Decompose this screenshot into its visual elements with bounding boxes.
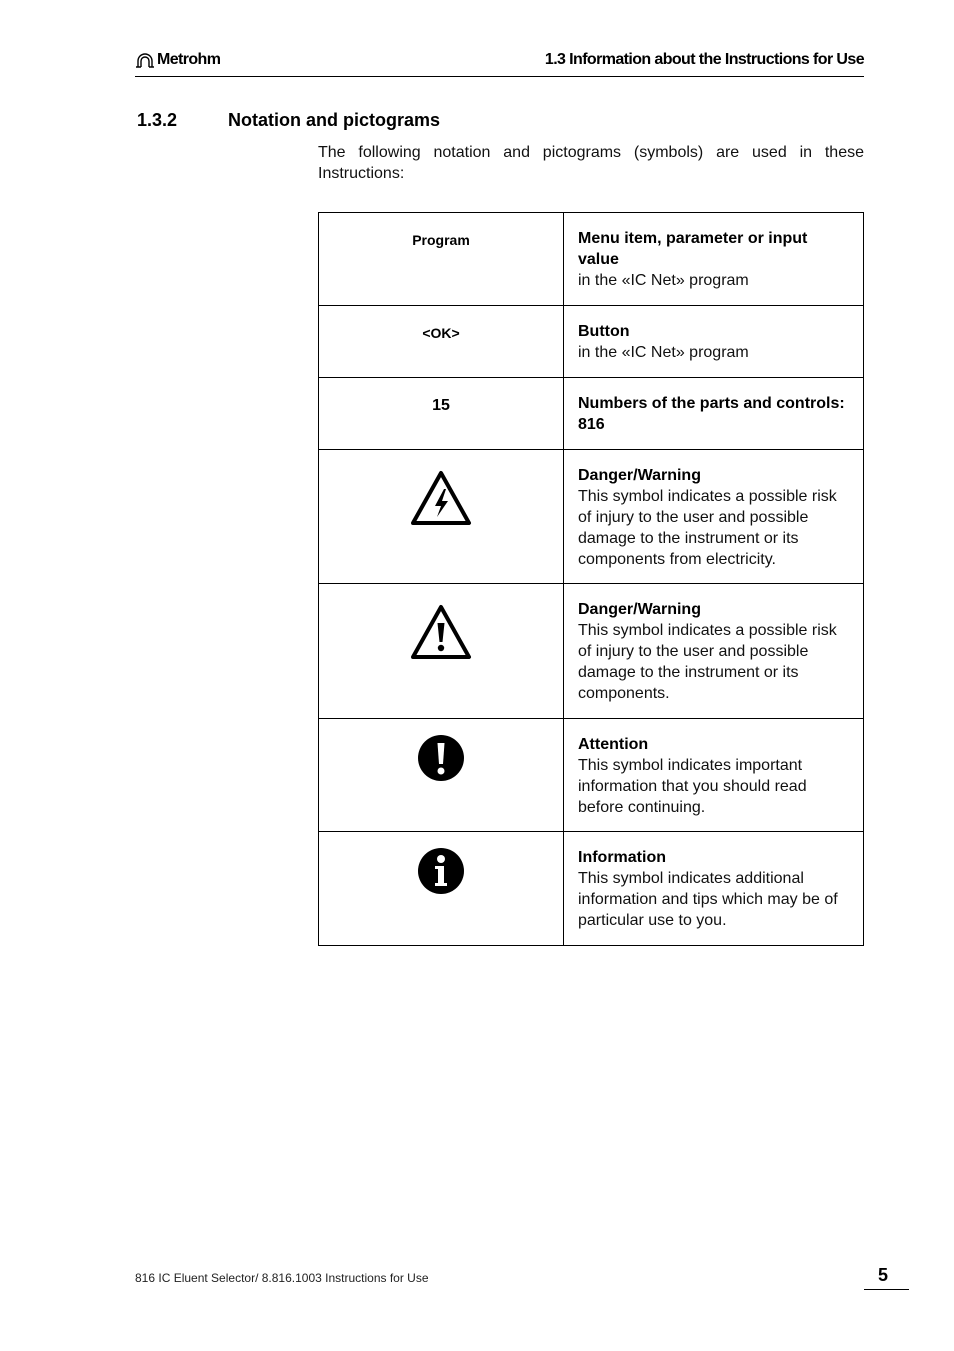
symbol-cell	[319, 719, 564, 832]
attention-exclamation-icon	[417, 734, 465, 782]
table-row	[319, 450, 864, 584]
intro-paragraph: The following notation and pictograms (symbols) are used in these Instructions:	[318, 144, 864, 182]
symbol-cell	[319, 213, 564, 306]
row-title: Attention	[578, 736, 649, 753]
table-row	[319, 213, 864, 306]
description-cell	[564, 378, 864, 450]
row-text: This symbol indicates important information that you should read before continuing.	[578, 757, 807, 816]
description-cell	[564, 719, 864, 832]
row-text: in the «IC Net» program	[578, 344, 749, 361]
row-title: Numbers of the parts and controls: 816	[578, 395, 845, 433]
row-title: Information	[578, 849, 666, 866]
table-row	[319, 378, 864, 450]
description-cell	[564, 306, 864, 378]
table-row	[319, 719, 864, 832]
brand-name: Metrohm	[157, 51, 221, 68]
symbol-ok: <OK>	[422, 325, 460, 341]
warning-triangle-icon	[410, 604, 472, 660]
table-row	[319, 584, 864, 719]
symbol-cell	[319, 584, 564, 719]
row-title: Button	[578, 323, 630, 340]
row-text: in the «IC Net» program	[578, 272, 749, 289]
table-row	[319, 832, 864, 946]
table-row	[319, 306, 864, 378]
notation-table	[318, 212, 864, 946]
footer-rule	[864, 1289, 909, 1290]
electric-hazard-icon	[410, 470, 472, 526]
row-title: Menu item, parameter or input value	[578, 230, 808, 268]
symbol-program: Program	[412, 232, 470, 248]
section-heading	[137, 110, 440, 131]
row-title: Danger/Warning	[578, 601, 701, 618]
symbol-cell	[319, 306, 564, 378]
symbol-cell	[319, 450, 564, 584]
description-cell	[564, 450, 864, 584]
section-number: 1.3.2	[137, 110, 178, 130]
description-cell	[564, 213, 864, 306]
page-header	[135, 48, 864, 77]
row-text: This symbol indicates a possible risk of injury to the user and possible damage to the instrument or its components.	[578, 622, 837, 702]
page-number: 5	[878, 1265, 889, 1285]
row-text: This symbol indicates additional information and tips which may be of particular use to you.	[578, 870, 838, 929]
symbol-cell	[319, 378, 564, 450]
symbol-cell	[319, 832, 564, 946]
row-text: This symbol indicates a possible risk of injury to the user and possible damage to the instrument or its components from electricity.	[578, 488, 837, 568]
brand	[135, 51, 220, 69]
footer-document-title: 816 IC Eluent Selector/ 8.816.1003 Instructions for Use	[135, 1271, 429, 1285]
description-cell	[564, 584, 864, 719]
metrohm-logo-icon	[135, 52, 155, 68]
information-icon	[417, 847, 465, 895]
description-cell	[564, 832, 864, 946]
chapter-title: 1.3 Information about the Instructions for Use	[544, 51, 864, 68]
section-title: Notation and pictograms	[228, 110, 441, 130]
row-title: Danger/Warning	[578, 467, 701, 484]
symbol-part-number: 15	[432, 397, 450, 414]
